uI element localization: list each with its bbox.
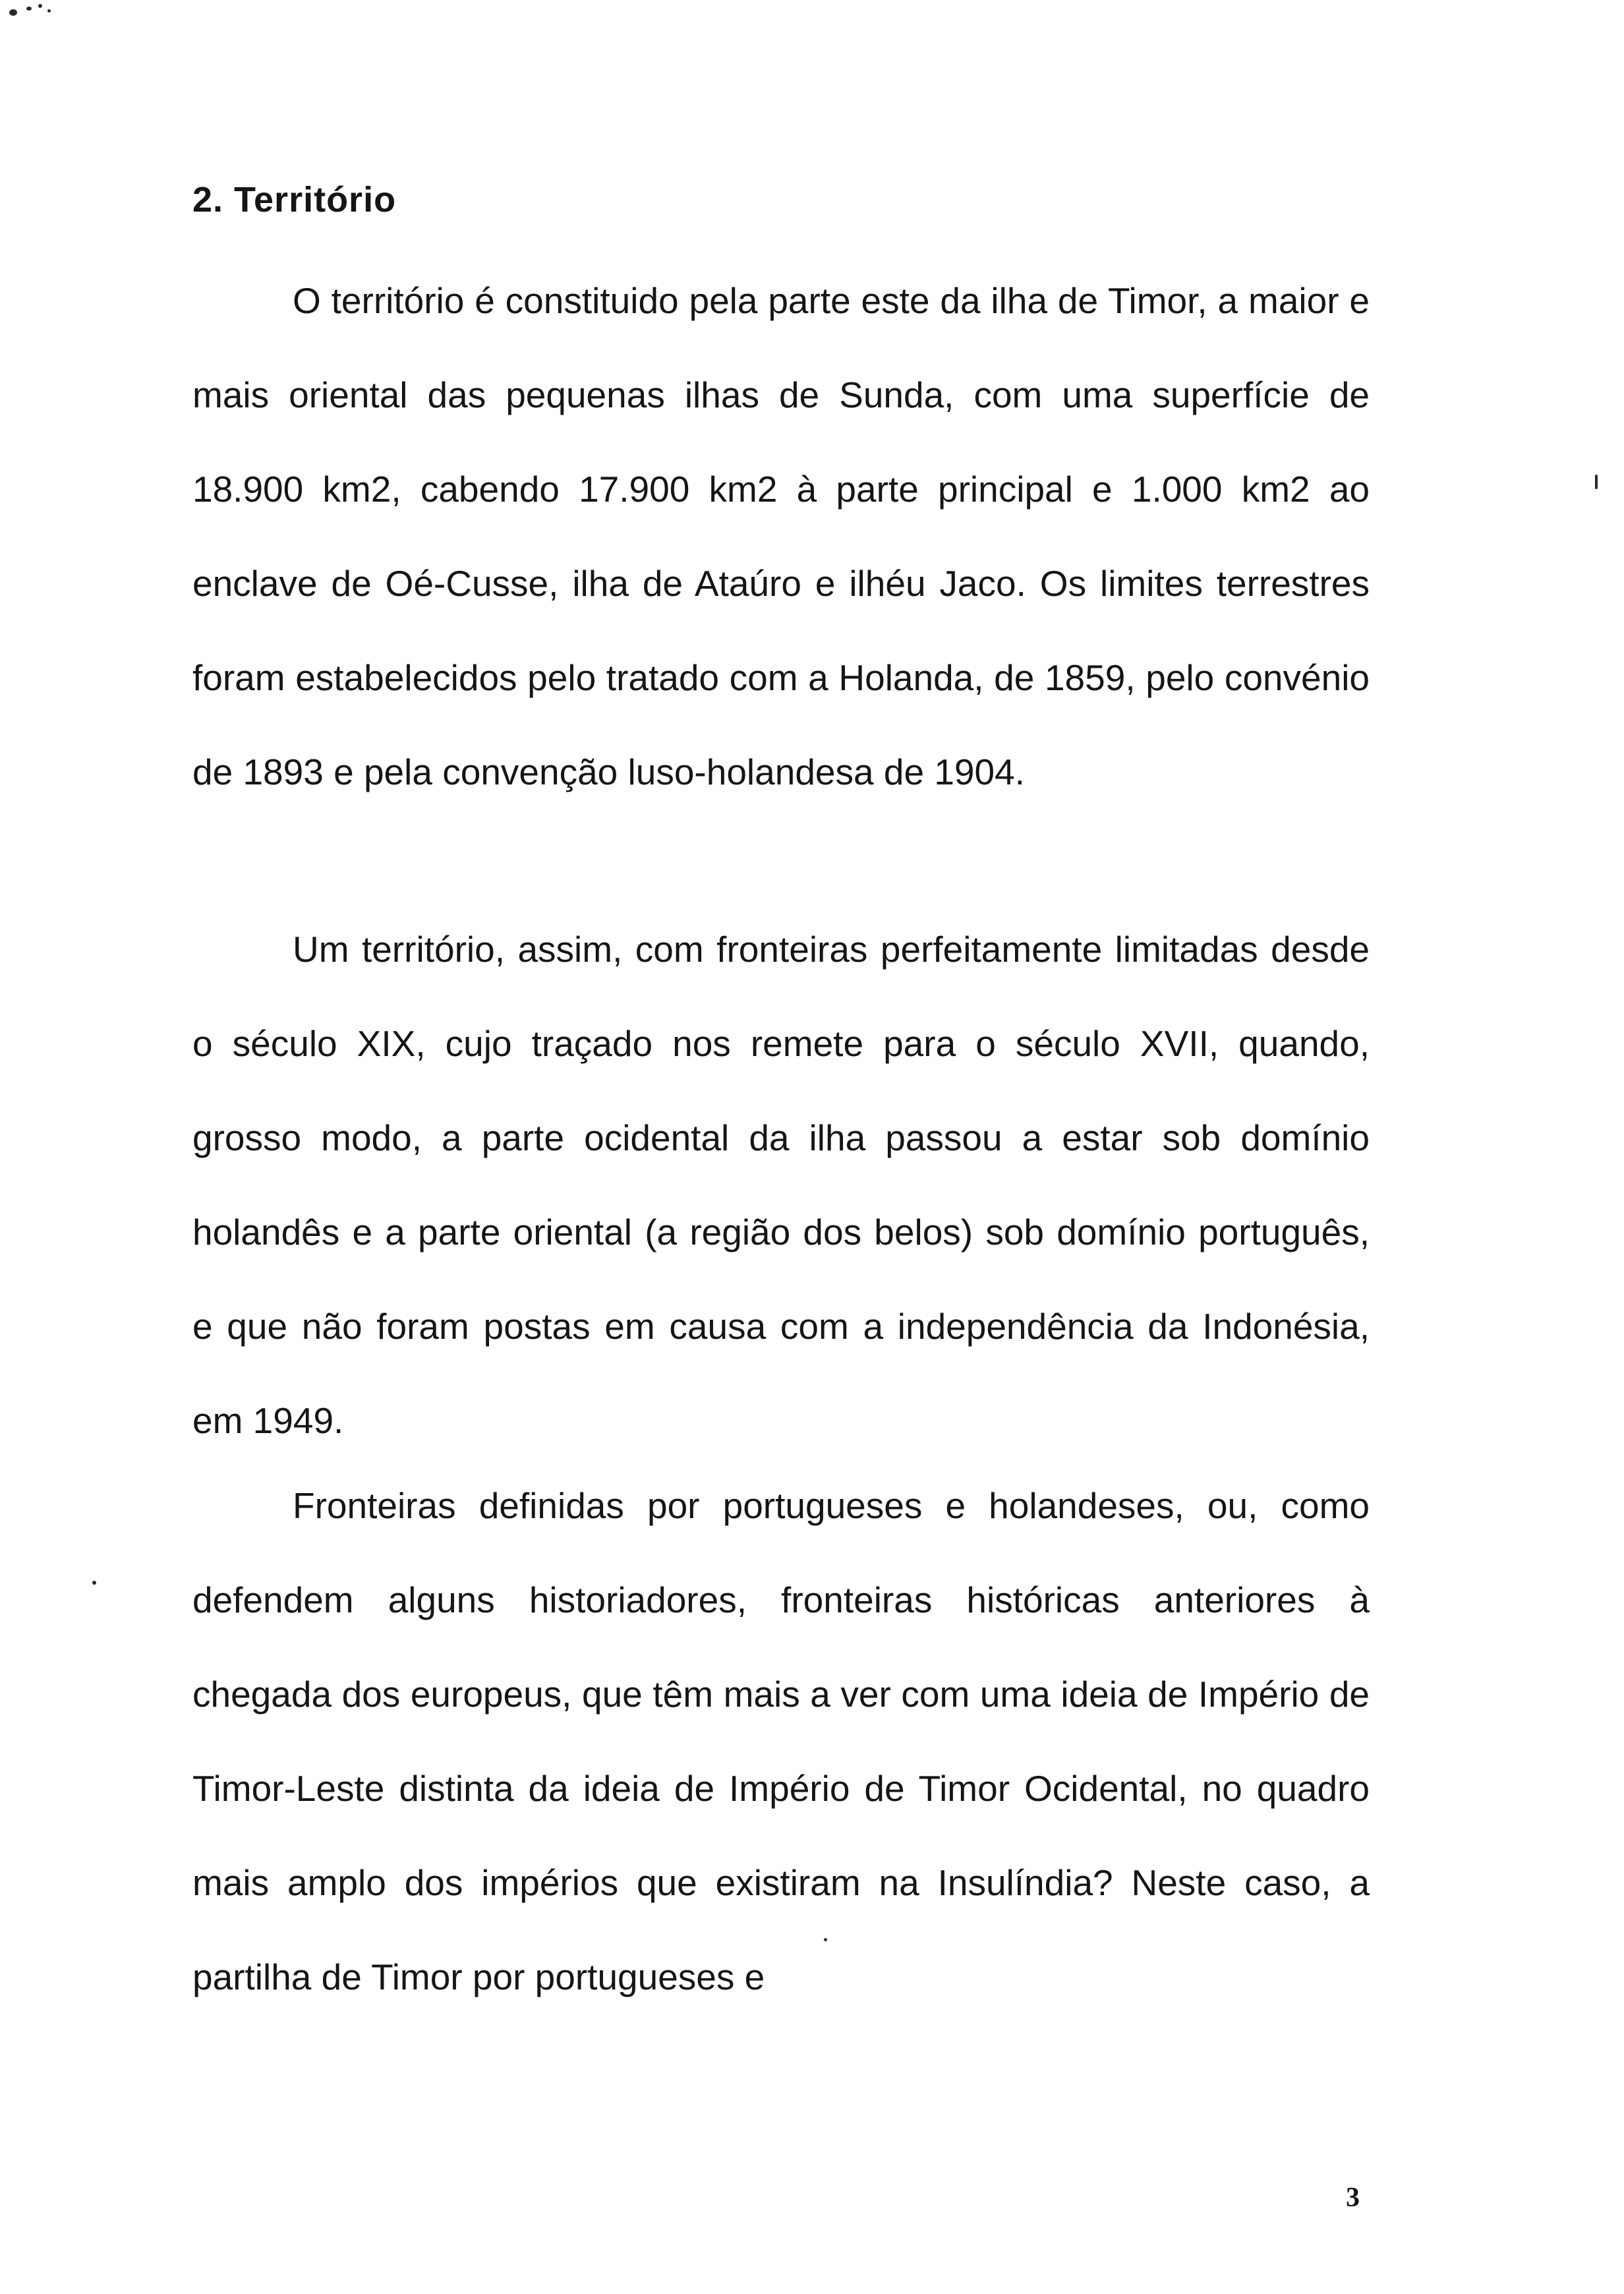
scan-speck: [1595, 475, 1598, 489]
scan-speck: [38, 4, 42, 8]
scan-speck: [9, 9, 17, 16]
scan-speck: [92, 1581, 96, 1585]
scan-speck: [26, 7, 32, 11]
paragraph-2: Um território, assim, com fronteiras perfeitamente limitadas desde o século XIX, cujo traçado nos remete para o século XVII, quando, grosso modo, a parte ocidental da ilha passou a estar sob domínio holandês e a parte oriental (a região dos belos) sob domínio português, e que não foram postas em causa com a independência da Indonésia, em 1949.: [192, 929, 1370, 1441]
page-number: 3: [1346, 2183, 1360, 2213]
scan-speck: [47, 9, 51, 13]
section-heading: 2. Território: [192, 180, 397, 220]
paragraph-3: Fronteiras definidas por portugueses e holandeses, ou, como defendem alguns historiadores, fronteiras históricas anteriores à chegada dos europeus, que têm mais a ver com uma ideia de Império de Timor-Leste distinta da ideia de Império de Timor Ocidental, no quadro mais amplo dos impérios que existiram na Insulíndia? Neste caso, a partilha de Timor por portugueses e: [192, 1485, 1370, 1997]
paragraph-1: O território é constituido pela parte este da ilha de Timor, a maior e mais oriental das pequenas ilhas de Sunda, com uma superfície de 18.900 km2, cabendo 17.900 km2 à parte principal e 1.000 km2 ao enclave de Oé-Cusse, ilha de Ataúro e ilhéu Jaco. Os limites terrestres foram estabelecidos pelo tratado com a Holanda, de 1859, pelo convénio de 1893 e pela convenção luso-holandesa de 1904.: [192, 280, 1370, 792]
